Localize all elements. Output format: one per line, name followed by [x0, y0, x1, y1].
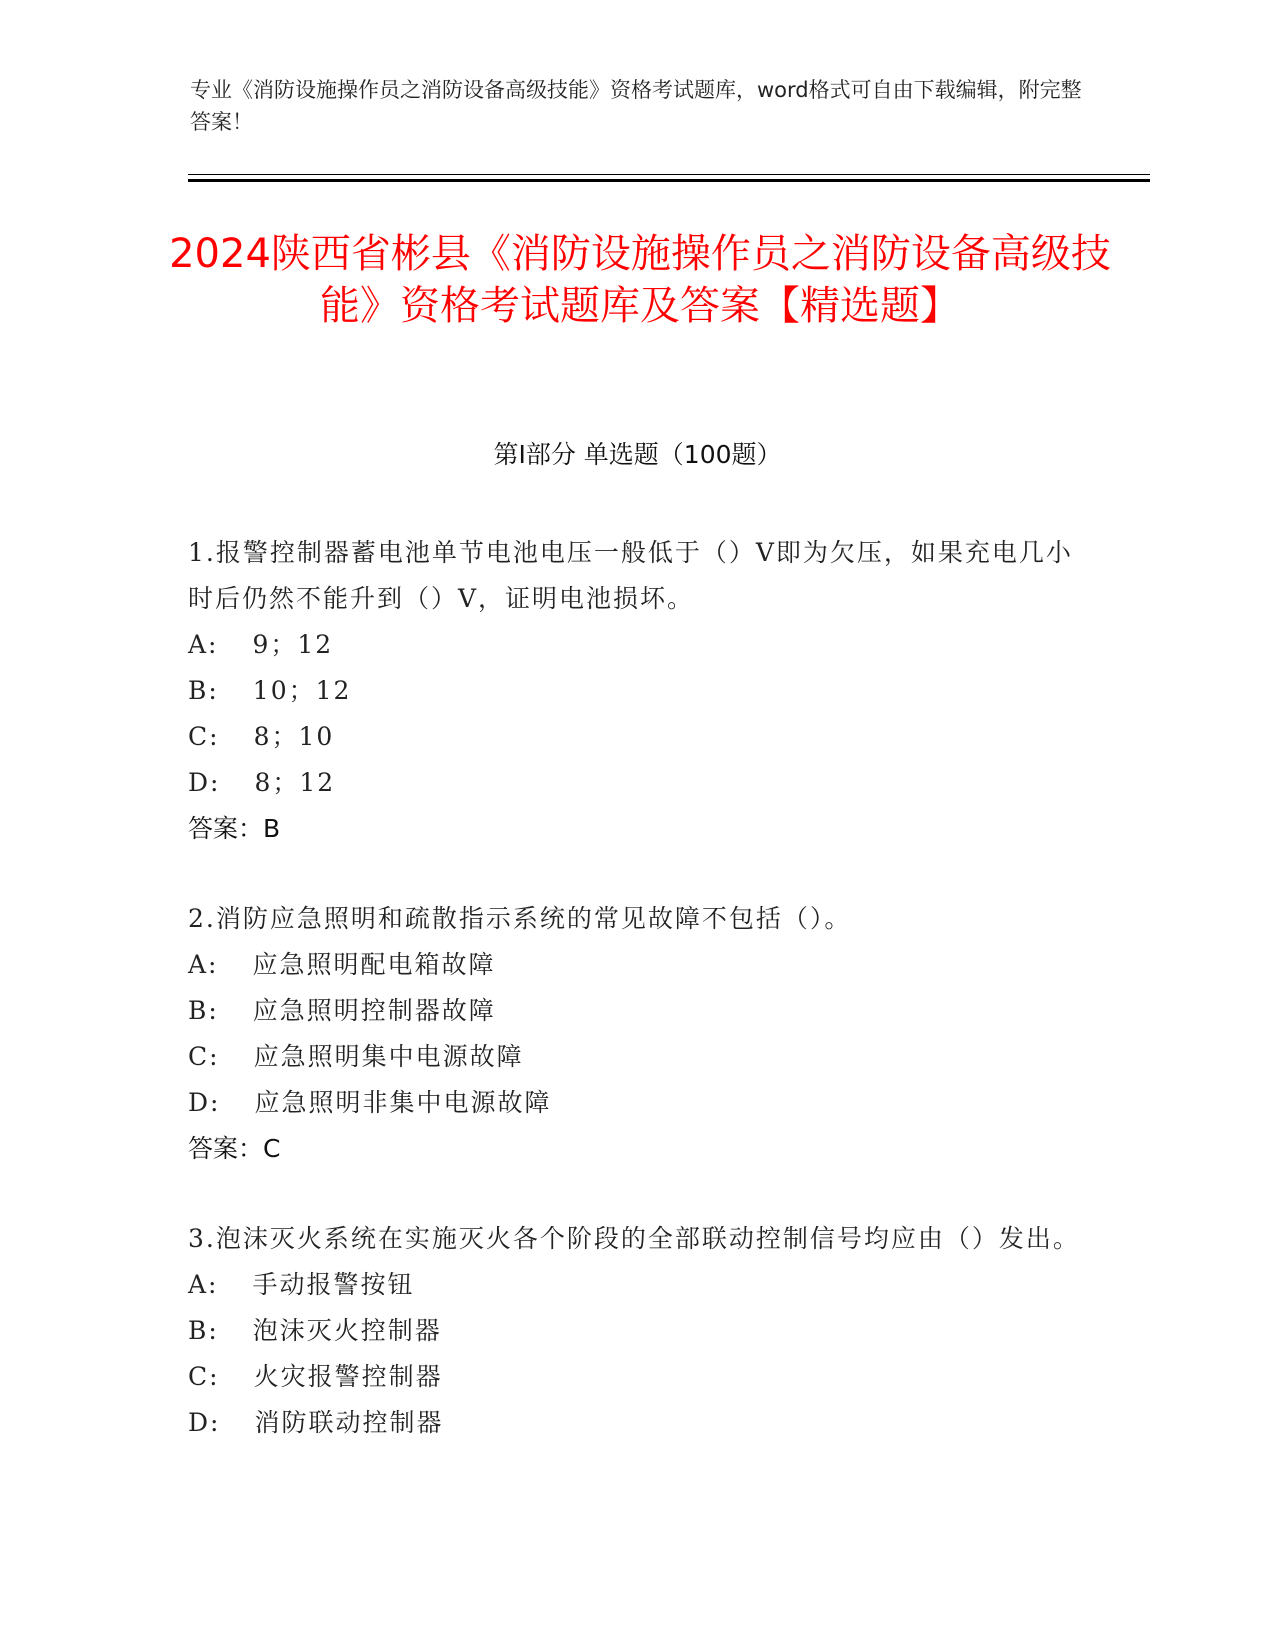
option-key: A:: [188, 950, 219, 979]
option-c: [188, 1354, 1088, 1400]
answer-value: C: [263, 1134, 281, 1163]
option-a: [188, 1262, 1088, 1308]
answer-label: 答案：: [188, 1134, 264, 1163]
option-c: [188, 1034, 1088, 1080]
option-key: C:: [188, 1042, 220, 1071]
option-key: C:: [188, 722, 220, 751]
question-stem: 3.泡沫灭火系统在实施灭火各个阶段的全部联动控制信号均应由（）发出。: [188, 1224, 1080, 1253]
option-text: 应急照明非集中电源故障: [254, 1088, 552, 1117]
option-key: B:: [188, 1316, 219, 1345]
answer-label: 答案：: [188, 814, 264, 843]
option-key: D:: [188, 768, 221, 797]
option-b: [188, 668, 1088, 714]
option-text: 8；10: [253, 722, 335, 751]
question-stem: 2.消防应急照明和疏散指示系统的常见故障不包括（）。: [188, 904, 852, 933]
option-text: 8；12: [254, 768, 336, 797]
option-key: D:: [188, 1408, 221, 1437]
answer-line: [188, 1126, 1088, 1172]
question-3: [188, 1216, 1088, 1446]
option-text: 手动报警按钮: [252, 1270, 415, 1299]
option-text: 应急照明配电箱故障: [252, 950, 496, 979]
header-rule-thick: [188, 179, 1150, 182]
answer-line: [188, 806, 1088, 852]
option-text: 10；12: [252, 676, 352, 705]
option-key: C:: [188, 1362, 220, 1391]
option-key: D:: [188, 1088, 221, 1117]
question-stem: 1.报警控制器蓄电池单节电池电压一般低于（）V即为欠压，如果充电几小时后仍然不能升到（）V，证明电池损坏。: [188, 538, 1073, 613]
option-text: 应急照明控制器故障: [252, 996, 496, 1025]
option-key: A:: [188, 1270, 219, 1299]
option-text: 火灾报警控制器: [253, 1362, 443, 1391]
answer-value: B: [263, 814, 281, 843]
question-1: [188, 530, 1088, 852]
header-note: 专业《消防设施操作员之消防设备高级技能》资格考试题库，word格式可自由下载编辑，附完整答案！: [190, 78, 1082, 134]
option-text: 消防联动控制器: [254, 1408, 444, 1437]
option-a: [188, 942, 1088, 988]
option-key: B:: [188, 676, 219, 705]
question-list: [188, 530, 1088, 1490]
option-a: [188, 622, 1088, 668]
option-d: [188, 760, 1088, 806]
option-b: [188, 988, 1088, 1034]
option-text: 9；12: [252, 630, 334, 659]
option-b: [188, 1308, 1088, 1354]
option-text: 泡沫灭火控制器: [252, 1316, 442, 1345]
option-c: [188, 714, 1088, 760]
option-d: [188, 1080, 1088, 1126]
question-2: [188, 896, 1088, 1172]
header-rule-thin: [188, 174, 1150, 175]
document-title: 2024陕西省彬县《消防设施操作员之消防设备高级技能》资格考试题库及答案【精选题】: [169, 231, 1111, 329]
option-key: A:: [188, 630, 219, 659]
option-key: B:: [188, 996, 219, 1025]
option-d: [188, 1400, 1088, 1446]
section-heading: 第I部分 单选题（100题）: [493, 440, 782, 469]
option-text: 应急照明集中电源故障: [253, 1042, 524, 1071]
